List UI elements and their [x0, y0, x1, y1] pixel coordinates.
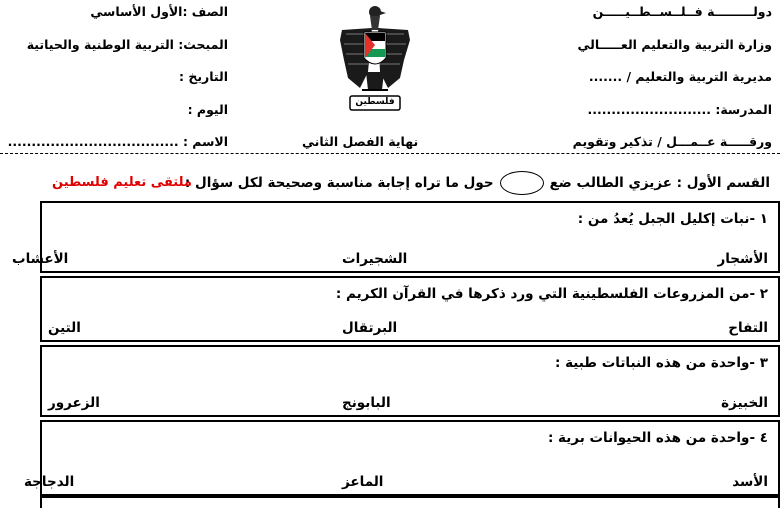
option-a[interactable]: الأشجار [717, 251, 768, 267]
header-name: الاسم : .................................... [7, 134, 228, 149]
emblem-scroll-text: فلسطين [355, 97, 395, 107]
question-box-3 [40, 345, 780, 417]
header-day: اليوم : [187, 102, 228, 117]
question-box-2 [40, 276, 780, 342]
question-text: ٣ -واحدة من هذه النباتات طبية : [554, 355, 768, 371]
header-worksheet: ورقـــــة عــمـــل / تذكير وتقويم [572, 134, 772, 149]
question-box-1 [12, 201, 780, 273]
header-directorate: مديرية التربية والتعليم / ....... [588, 69, 772, 84]
option-c[interactable]: الدجاجة [24, 474, 75, 490]
question-box-5-partial [40, 496, 780, 508]
option-b[interactable]: البرتقال [342, 320, 398, 336]
option-c[interactable]: التين [48, 320, 81, 336]
section-instruction [185, 171, 770, 195]
option-a[interactable]: التفاح [728, 320, 768, 336]
header-state: دولـــــــــة فــلــســطــيـــــن [592, 4, 772, 19]
option-a[interactable]: الخبيزة [721, 395, 768, 411]
header-school: المدرسة: .......................... [587, 102, 772, 117]
option-c[interactable]: الأعشاب [12, 251, 69, 267]
question-text: ١ -نبات إكليل الجبل يُعدُ من : [577, 211, 768, 227]
header-ministry: وزارة التربية والتعليم العـــــالي [577, 37, 772, 52]
answer-oval-icon [500, 171, 544, 195]
header-grade: الصف :الأول الأساسي [90, 4, 228, 19]
header-divider [0, 153, 780, 154]
question-box-4 [24, 420, 780, 496]
option-b[interactable]: الشجيرات [342, 251, 408, 267]
option-c[interactable]: الزعرور [48, 395, 100, 411]
instruction-before: القسم الأول : عزيزي الطالب ضع [549, 175, 770, 191]
instruction-after: حول ما تراه إجابة مناسبة وصحيحة لكل سؤال : [184, 175, 494, 191]
source-tag: ملتقى تعليم فلسطين [52, 175, 192, 190]
header-subject: المبحث: التربية الوطنية والحياتية [26, 37, 228, 52]
question-text: ٤ -واحدة من هذه الحيوانات برية : [547, 430, 768, 446]
header-term: نهاية الفصل الثاني [302, 134, 419, 149]
option-b[interactable]: الماعز [342, 474, 384, 490]
palestine-eagle-emblem [338, 0, 410, 118]
header-date: التاريخ : [178, 69, 228, 84]
option-a[interactable]: الأسد [732, 474, 768, 490]
question-text: ٢ -من المزروعات الفلسطينية التي ورد ذكرها في القرآن الكريم : [335, 286, 768, 302]
option-b[interactable]: البابونج [342, 395, 391, 411]
